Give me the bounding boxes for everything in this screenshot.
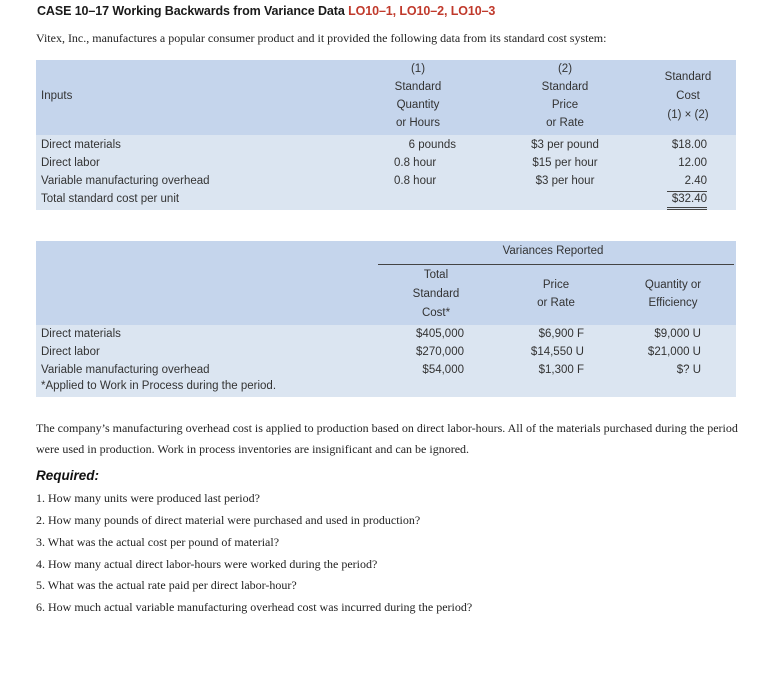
question-item: 1. How many units were produced last period? [36, 491, 260, 505]
row-price-var: $14,550 U [530, 346, 584, 358]
question-item: 2. How many pounds of direct material were purchased and used in production? [36, 513, 421, 527]
variances-heading: Variances Reported [502, 245, 604, 257]
question-item: 6. How much actual variable manufacturing overhead cost was incurred during the period? [36, 600, 473, 614]
row-price-var: $6,900 F [538, 328, 584, 340]
row-label: Direct labor [41, 157, 100, 169]
variance-table [36, 241, 736, 397]
col2-line4: or Rate [546, 117, 584, 129]
row-qty: 0.8 hour [394, 175, 437, 187]
row-qty-var: $? U [676, 364, 701, 376]
qty-line2: Efficiency [648, 297, 698, 309]
row-cost: 2.40 [684, 175, 707, 187]
row-label: Total standard cost per unit [41, 193, 180, 205]
row-price: $3 per pound [531, 139, 599, 151]
case-title-main: CASE 10–17 Working Backwards from Variance Data [37, 4, 345, 18]
footnote: *Applied to Work in Process during the period. [41, 380, 277, 392]
learning-objectives: LO10–1, LO10–2, LO10–3 [348, 4, 496, 18]
question-item: 4. How many actual direct labor-hours were worked during the period? [36, 557, 378, 571]
total-line3: Cost* [421, 307, 451, 319]
row-cost: 12.00 [678, 157, 707, 169]
case-title [37, 4, 495, 18]
col2-line2: Standard [541, 81, 589, 93]
overhead-paragraph: The company’s manufacturing overhead cost is applied to production based on direct labor-hours. All of the materials purchased during the period were used in production. Work in process inventories are insignificant and can be ignored. [36, 421, 738, 456]
row-price: $3 per hour [535, 175, 595, 187]
total-line2: Standard [412, 288, 460, 300]
col3-line1: Standard [664, 71, 712, 83]
col1-line4: or Hours [395, 117, 441, 129]
required-heading: Required: [36, 468, 100, 483]
intro-text: Vitex, Inc., manufactures a popular consumer product and it provided the following data from its standard cost system: [36, 31, 607, 45]
row-label: Variable manufacturing overhead [41, 175, 210, 187]
col1-line2: Standard [394, 81, 442, 93]
total-line1: Total [423, 269, 449, 281]
price-line2: or Rate [537, 297, 575, 309]
header-rule [378, 264, 734, 265]
row-qty: 6 pounds [408, 139, 456, 151]
col1-line3: Quantity [396, 99, 440, 111]
price-line1: Price [542, 279, 570, 291]
subtotal-rule [667, 191, 707, 192]
row-label: Direct labor [41, 346, 100, 358]
row-total: $54,000 [422, 364, 464, 376]
col2-line1: (2) [557, 63, 573, 75]
row-label: Direct materials [41, 328, 121, 340]
inputs-heading: Inputs [41, 90, 73, 102]
row-price-var: $1,300 F [538, 364, 584, 376]
standard-cost-table [36, 60, 736, 210]
row-total: $270,000 [416, 346, 464, 358]
row-label: Direct materials [41, 139, 121, 151]
row-total: $405,000 [416, 328, 464, 340]
variance-table-header [36, 241, 736, 325]
col2-line3: Price [551, 99, 579, 111]
row-qty-var: $21,000 U [647, 346, 701, 358]
qty-line1: Quantity or [644, 279, 702, 291]
row-label: Variable manufacturing overhead [41, 364, 210, 376]
row-qty-var: $9,000 U [654, 328, 701, 340]
col3-line2: Cost [676, 90, 700, 102]
question-item: 5. What was the actual rate paid per direct labor-hour? [36, 578, 297, 592]
total-double-rule [667, 207, 707, 210]
col1-line1: (1) [410, 63, 426, 75]
question-item: 3. What was the actual cost per pound of material? [36, 535, 280, 549]
row-price: $15 per hour [532, 157, 598, 169]
col3-line3: (1) × (2) [667, 109, 709, 121]
row-cost: $18.00 [671, 139, 707, 151]
row-qty: 0.8 hour [394, 157, 437, 169]
row-cost: $32.40 [671, 193, 707, 205]
